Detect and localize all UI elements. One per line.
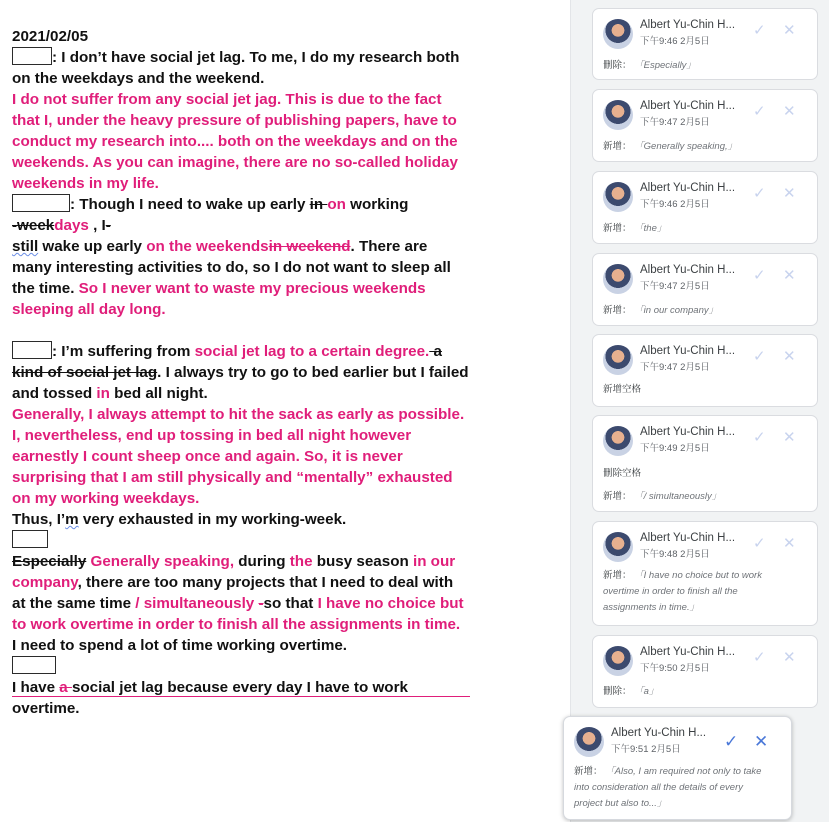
suggestion-label: 新增： [603, 223, 632, 234]
check-icon[interactable]: ✓ [724, 732, 739, 751]
comment-author: Albert Yu-Chin H... [640, 646, 736, 658]
suggestion-label: 新增： [603, 570, 632, 581]
inserted-text: to work overtime in order to finish all the assignments in time. [12, 616, 461, 633]
paragraph-line [12, 593, 502, 614]
suggestion-label: 刪除： [603, 60, 632, 71]
suggestion-label: 新增： [603, 491, 632, 502]
inserted-text: weekends in my life. [12, 175, 159, 192]
text-run: very exhausted in my working-week. [78, 511, 347, 528]
text-run: Thus, I’ [12, 511, 66, 528]
check-icon[interactable]: ✓ [753, 185, 766, 202]
check-icon[interactable]: ✓ [753, 103, 766, 120]
suggestion-quote: overtime in order to finish all the [603, 586, 738, 597]
suggestion-label: 新增空格 [603, 384, 642, 395]
paragraph-line [12, 698, 502, 719]
suggestion-card[interactable] [592, 635, 818, 708]
suggestion-quote: 「Also, I am required not only to take [605, 766, 762, 777]
revision-line [12, 173, 502, 194]
comment-time: 下午9:49 2月5日 [640, 443, 710, 454]
comment-time: 下午9:46 2月5日 [640, 199, 710, 210]
commented-range[interactable] [12, 679, 470, 697]
comment-time: 下午9:48 2月5日 [640, 549, 710, 560]
suggestion-quote: 「a」 [634, 686, 659, 697]
close-icon[interactable]: ✕ [783, 348, 796, 365]
inserted-text: surprising that I am still physically and “mentally” exhausted [12, 469, 453, 486]
speaker-box [12, 656, 56, 674]
inserted-text: / simultaneously [135, 595, 259, 612]
inserted-text: conduct my research into.... both on the weekdays and on the [12, 133, 458, 150]
close-icon[interactable]: ✕ [783, 103, 796, 120]
speaker-box [12, 341, 52, 359]
suggestion-detail [603, 302, 718, 316]
close-icon[interactable]: ✕ [754, 732, 769, 751]
suggestion-card[interactable] [592, 521, 818, 626]
paragraph-line [12, 572, 502, 593]
suggestion-detail [603, 465, 641, 479]
suggestion-quote: project but also to...」 [574, 798, 667, 809]
text-run: social jet lag because every day I have to work [71, 679, 408, 696]
inserted-text: in [96, 385, 110, 402]
suggestion-card[interactable] [592, 8, 818, 80]
text-run: at the same time [12, 595, 136, 612]
avatar [603, 182, 633, 212]
paragraph-line [12, 362, 502, 383]
suggestion-label: 刪除： [603, 686, 632, 697]
avatar [603, 646, 633, 676]
text-run: : I don’t have social jet lag. To me, I do my research both [52, 49, 460, 66]
text-run: : I’m suffering from [52, 343, 195, 360]
suggestion-detail [603, 488, 721, 502]
deleted-text: in [309, 196, 328, 213]
blank-line [12, 320, 502, 341]
paragraph-line [12, 194, 502, 215]
suggestion-card[interactable] [592, 415, 818, 512]
suggestion-card[interactable] [592, 253, 818, 326]
spellcheck-word: still [12, 238, 39, 255]
paragraph-line [12, 215, 502, 236]
date-line [12, 26, 502, 47]
suggestion-label: 新增： [603, 305, 632, 316]
inserted-text: social jet lag to a certain degree. [194, 343, 430, 360]
comment-author: Albert Yu-Chin H... [640, 426, 736, 438]
comment-time: 下午9:47 2月5日 [640, 117, 710, 128]
comment-author: Albert Yu-Chin H... [640, 19, 736, 31]
inserted-text: Generally speaking, [86, 553, 235, 570]
text-run: , there are too many projects that I need to deal with [77, 574, 454, 591]
inserted-text: company [12, 574, 78, 591]
deleted-text: - [258, 595, 264, 612]
close-icon[interactable]: ✕ [783, 535, 796, 552]
text-run: busy season [312, 553, 413, 570]
deleted-text: a [59, 679, 72, 696]
paragraph-line [12, 635, 502, 656]
inserted-text: Generally, I always attempt to hit the sack as early as possible. [12, 406, 465, 423]
paragraph-line [12, 551, 502, 572]
deleted-text: - [105, 217, 111, 234]
text-run: many interesting activities to do, so I do not want to sleep all [12, 259, 451, 276]
text-run: the time. [12, 280, 79, 297]
text-run: . I always try to go to bed earlier but I failed [157, 364, 469, 381]
speaker-box [12, 194, 70, 212]
inserted-text: So I never want to waste my precious weekends [78, 280, 426, 297]
suggestion-quote: 「in our company」 [634, 305, 719, 316]
close-icon[interactable]: ✕ [783, 22, 796, 39]
text-run: I have [12, 679, 60, 696]
comment-author: Albert Yu-Chin H... [640, 345, 736, 357]
text-run: : Though I need to wake up early [70, 196, 310, 213]
comment-time: 下午9:50 2月5日 [640, 663, 710, 674]
deleted-text: in weekend [268, 238, 351, 255]
inserted-text: the [289, 553, 313, 570]
suggestion-quote: 「Especially」 [634, 60, 696, 71]
speaker-line [12, 656, 502, 677]
comment-author: Albert Yu-Chin H... [640, 532, 736, 544]
comment-time: 下午9:47 2月5日 [640, 281, 710, 292]
paragraph-line [12, 236, 502, 257]
revision-line [12, 404, 502, 425]
suggestion-detail [574, 764, 784, 812]
revision-line [12, 614, 502, 635]
text-run: bed all night. [109, 385, 208, 402]
text-run: working [345, 196, 409, 213]
suggestion-card[interactable] [592, 89, 818, 162]
suggestion-detail [603, 57, 696, 71]
deleted-text: Especially [12, 553, 87, 570]
text-run: I need to spend a lot of time working overtime. [12, 637, 348, 654]
text-run: overtime. [12, 700, 80, 717]
close-icon[interactable]: ✕ [783, 185, 796, 202]
inserted-text: on my working weekdays. [12, 490, 200, 507]
inserted-text: weekends. As you can imagine, there are no so-called holiday [12, 154, 458, 171]
paragraph-line [12, 509, 502, 530]
avatar [574, 727, 604, 757]
paragraph-line [12, 677, 502, 698]
paragraph-line [12, 341, 502, 362]
text-run: on the weekdays and the weekend. [12, 70, 265, 87]
revision-line [12, 152, 502, 173]
avatar [603, 264, 633, 294]
suggestion-quote: 「Generally speaking,」 [634, 141, 738, 152]
inserted-text: that I, under the heavy pressure of publishing papers, have to [12, 112, 457, 129]
text-run: wake up early [38, 238, 147, 255]
active-suggestion-card[interactable] [563, 716, 792, 820]
check-icon[interactable]: ✓ [753, 535, 766, 552]
deleted-text: -week [12, 217, 55, 234]
text-run: , I [88, 217, 106, 234]
suggestion-label: 新增： [603, 141, 632, 152]
inserted-text: on the weekends [146, 238, 269, 255]
suggestion-quote: 「/ simultaneously」 [634, 491, 722, 502]
close-icon[interactable]: ✕ [783, 649, 796, 666]
comment-author: Albert Yu-Chin H... [640, 264, 736, 276]
speaker-line [12, 530, 502, 551]
suggestion-detail [603, 138, 737, 152]
suggestion-detail [603, 683, 658, 697]
revision-line [12, 110, 502, 131]
suggestion-card[interactable] [592, 334, 818, 407]
avatar [603, 426, 633, 456]
suggestion-quote: 「I have no choice but to work [634, 570, 762, 581]
document-body[interactable] [12, 26, 502, 719]
paragraph-line [12, 278, 502, 299]
avatar [603, 19, 633, 49]
inserted-text: sleeping all day long. [12, 301, 166, 318]
inserted-text: I have no choice but [317, 595, 464, 612]
avatar [603, 100, 633, 130]
suggestion-quote: 「the」 [634, 223, 667, 234]
deleted-text: kind of social jet lag [12, 364, 158, 381]
deleted-text: a [429, 343, 442, 360]
avatar [603, 345, 633, 375]
check-icon[interactable]: ✓ [753, 22, 766, 39]
revision-line [12, 446, 502, 467]
revision-line [12, 467, 502, 488]
text-run: . There are [350, 238, 428, 255]
revision-line [12, 425, 502, 446]
revision-line [12, 131, 502, 152]
comment-time: 下午9:46 2月5日 [640, 36, 710, 47]
close-icon[interactable]: ✕ [783, 267, 796, 284]
comment-author: Albert Yu-Chin H... [611, 727, 707, 739]
suggestion-detail [603, 220, 666, 234]
comment-panel [570, 0, 829, 822]
text-run: and tossed [12, 385, 97, 402]
inserted-text: in our [412, 553, 456, 570]
paragraph-line [12, 47, 502, 68]
revision-line [12, 89, 502, 110]
check-icon[interactable]: ✓ [753, 429, 766, 446]
paragraph-line [12, 383, 502, 404]
inserted-text: earnestly I count sheep once and again. So, it is never [12, 448, 403, 465]
suggestion-label: 新增： [574, 766, 603, 777]
paragraph-line [12, 68, 502, 89]
suggestion-label: 刪除空格 [603, 468, 642, 479]
inserted-text: days [54, 217, 89, 234]
revision-line [12, 299, 502, 320]
comment-time: 下午9:51 2月5日 [611, 744, 681, 755]
spellcheck-word: m [65, 511, 79, 528]
date-text: 2021/02/05 [12, 28, 89, 45]
inserted-text: I do not suffer from any social jet jag. This is due to the fact [12, 91, 442, 108]
suggestion-quote: assignments in time.」 [603, 602, 700, 613]
close-icon[interactable]: ✕ [783, 429, 796, 446]
revision-line [12, 488, 502, 509]
text-run: so that [263, 595, 318, 612]
speaker-box [12, 530, 48, 548]
check-icon[interactable]: ✓ [753, 267, 766, 284]
suggestion-detail [603, 568, 813, 616]
comment-author: Albert Yu-Chin H... [640, 100, 736, 112]
suggestion-detail [603, 381, 641, 395]
avatar [603, 532, 633, 562]
speaker-box [12, 47, 52, 65]
comment-time: 下午9:47 2月5日 [640, 362, 710, 373]
check-icon[interactable]: ✓ [753, 649, 766, 666]
paragraph-line [12, 257, 502, 278]
comment-author: Albert Yu-Chin H... [640, 182, 736, 194]
inserted-text: on [327, 196, 346, 213]
check-icon[interactable]: ✓ [753, 348, 766, 365]
suggestion-quote: into consideration all the details of every [574, 782, 743, 793]
text-run: during [234, 553, 290, 570]
inserted-text: I, nevertheless, end up tossing in bed all night however [12, 427, 412, 444]
suggestion-card[interactable] [592, 171, 818, 244]
